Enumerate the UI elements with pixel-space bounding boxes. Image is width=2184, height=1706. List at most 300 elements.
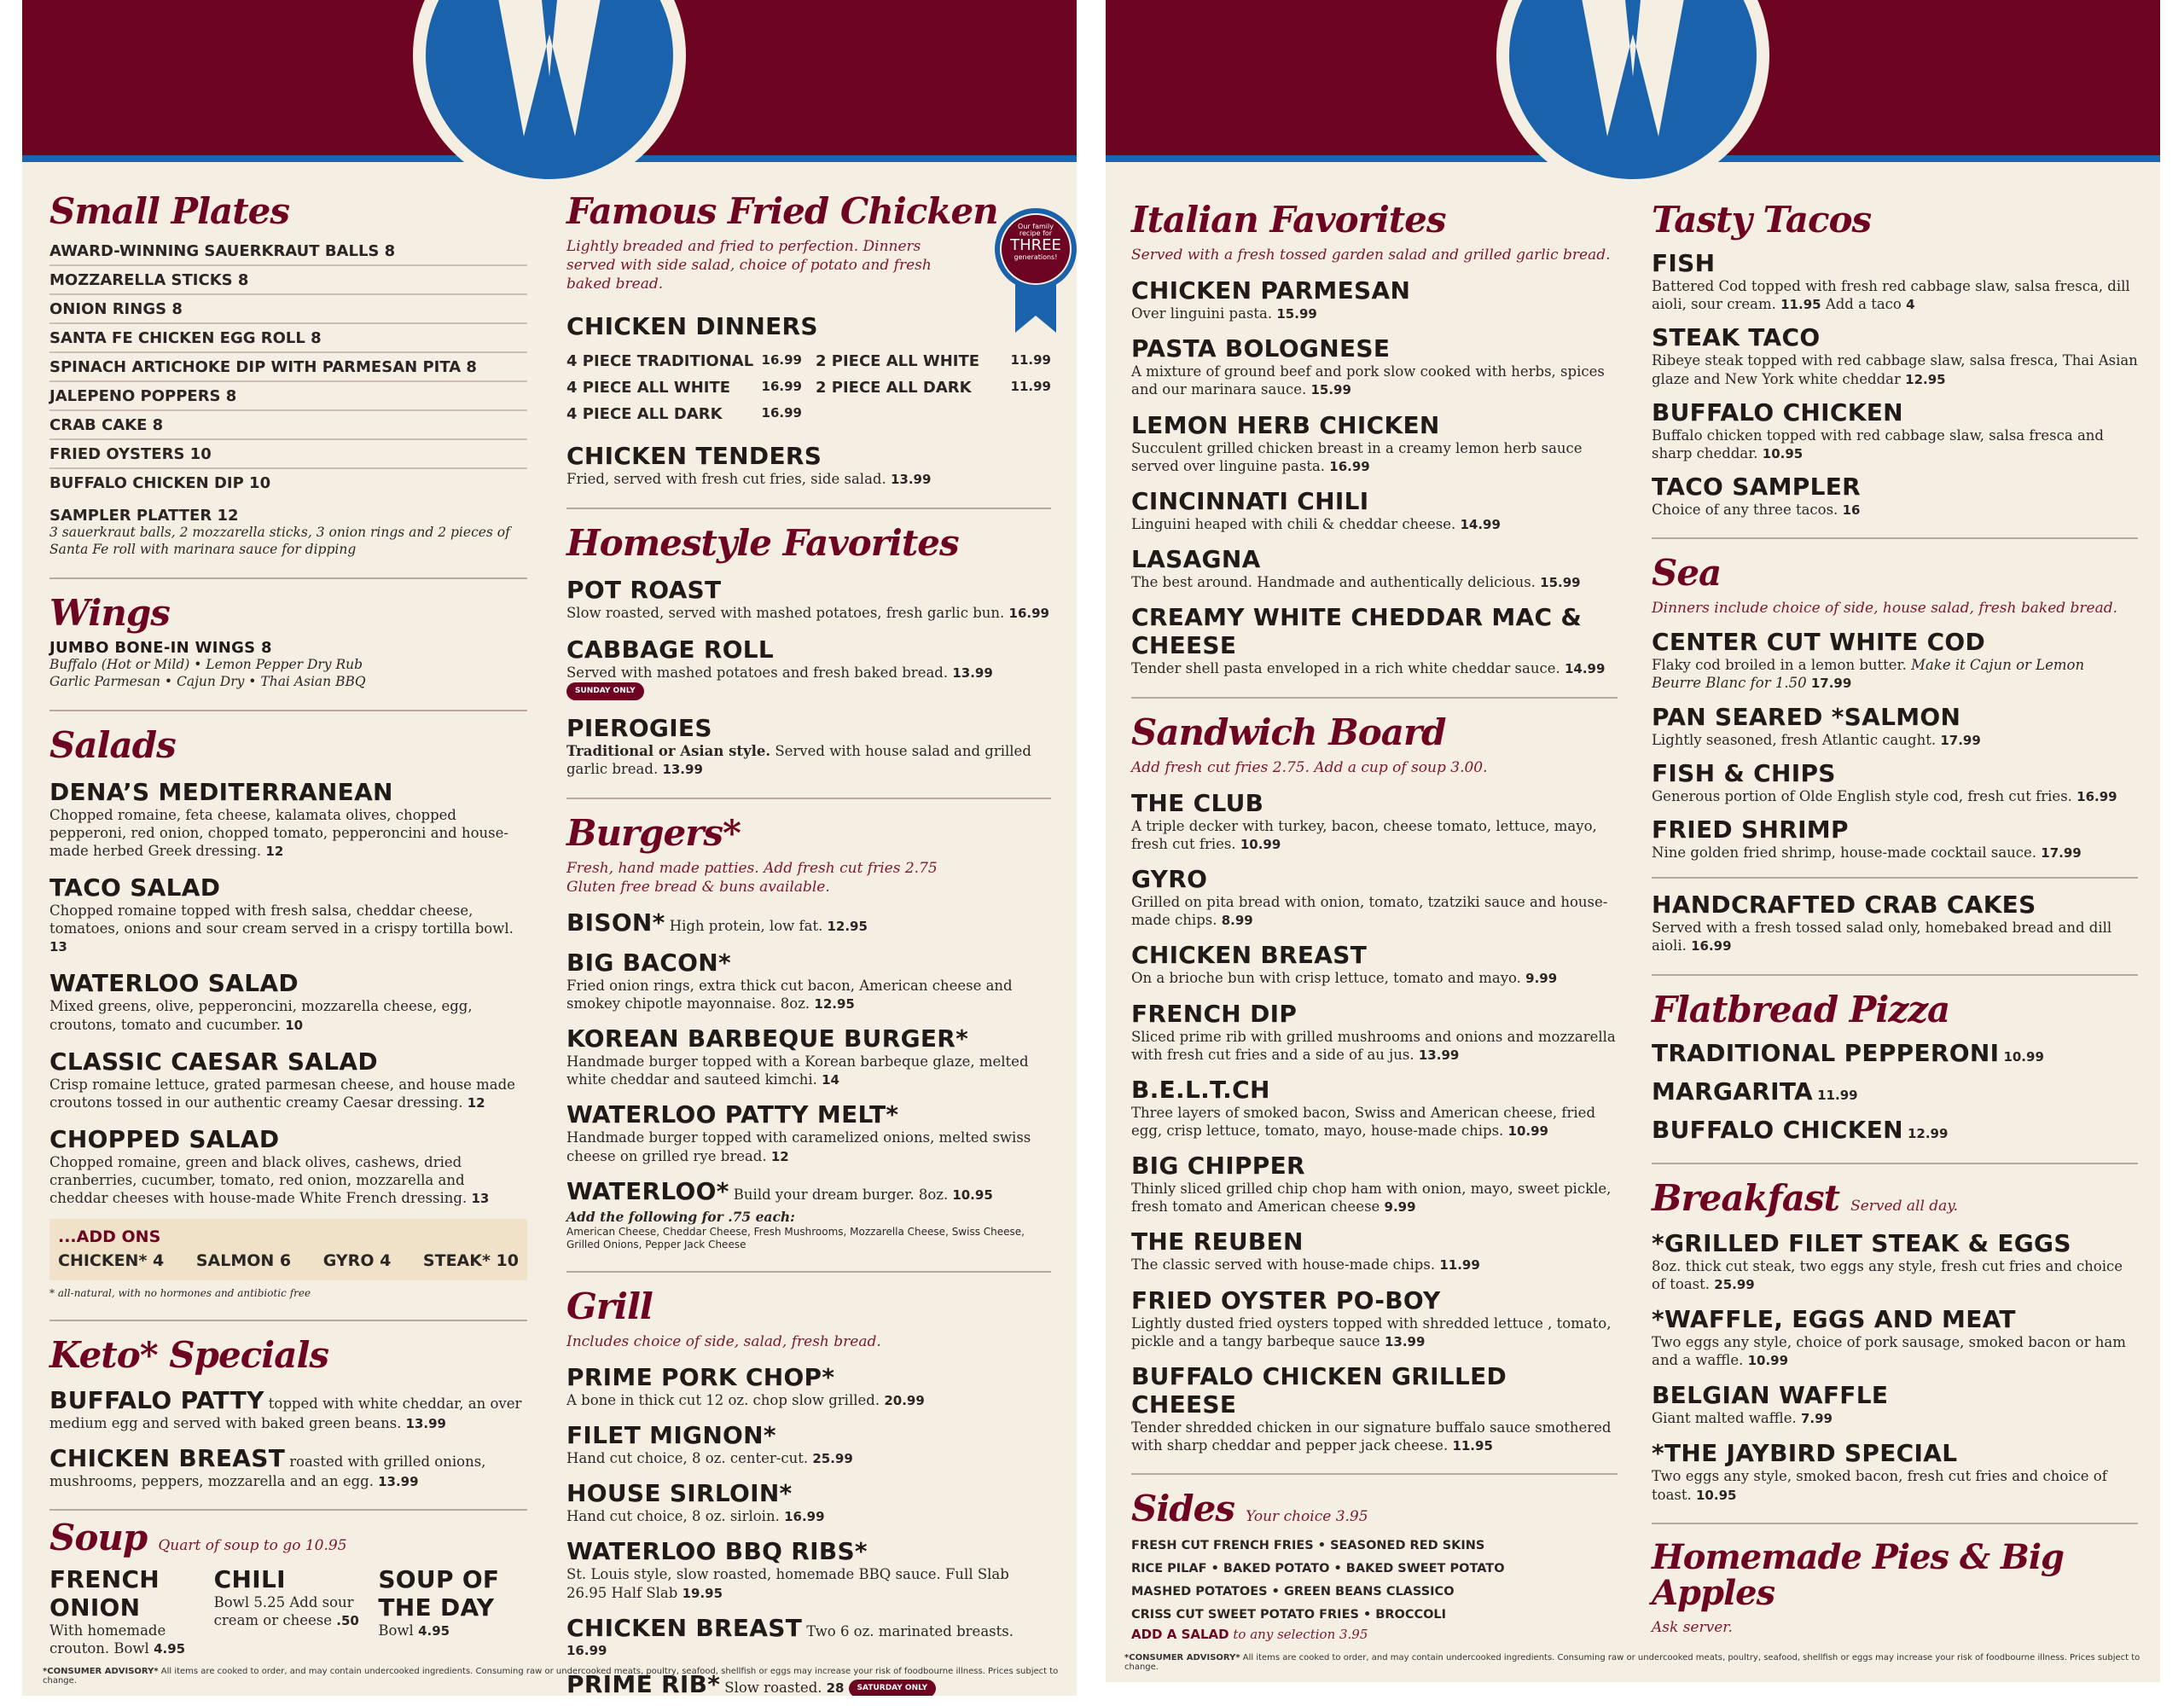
add-ons-note: * all-natural, with no hormones and antibiotic free	[49, 1287, 311, 1300]
section-subtitle: Your choice 3.95	[1246, 1508, 1368, 1526]
salads-list	[49, 778, 527, 1208]
divider	[1652, 537, 2138, 539]
family-recipe-ribbon	[993, 206, 1077, 334]
item-name: LEMON HERB CHICKEN	[1131, 410, 1440, 439]
menu-item	[49, 1125, 527, 1207]
item-price: 10	[285, 1017, 304, 1033]
item-description-row	[566, 1507, 1051, 1525]
item-description: Lightly seasoned, fresh Atlantic caught.	[1652, 731, 1937, 748]
item-description: 8oz. thick cut steak, two eggs any style, fresh cut fries and choice of toast.	[1652, 1257, 2123, 1292]
add-on-item: GYRO 4	[322, 1251, 392, 1271]
item-name: PRIME RIB*	[566, 1669, 721, 1696]
item-name: JUMBO BONE-IN WINGS 8	[49, 638, 272, 657]
small-plate-item: SPINACH ARTICHOKE DIP WITH PARMESAN PITA 8	[49, 353, 527, 382]
menu-item	[1652, 1305, 2138, 1369]
menu-item	[566, 949, 1051, 1013]
fried-chicken-section	[566, 190, 1051, 489]
item-name-row	[49, 778, 527, 806]
item-name: CLASSIC CAESAR SALAD	[49, 1047, 378, 1076]
right-column-2	[1652, 201, 2138, 1656]
soup-list	[49, 1565, 527, 1657]
item-price: 11.99	[1010, 379, 1051, 395]
item-name: TACO SALAD	[49, 873, 221, 902]
item-description-row	[1131, 817, 1618, 853]
logo	[1496, 0, 1769, 192]
item-name: FRIED SHRIMP	[1652, 815, 1849, 844]
item-description-row	[1131, 1180, 1618, 1216]
item-name-row	[566, 1024, 1051, 1053]
item-name: BUFFALO CHICKEN GRILLED CHEESE	[1131, 1361, 1507, 1419]
item-description: High protein, low fat.	[669, 917, 823, 934]
menu-item	[1652, 1439, 2138, 1503]
menu-item	[1652, 323, 2138, 387]
item-description: A mixture of ground beef and pork slow cooked with herbs, spices and our marinara sauce.	[1131, 363, 1605, 398]
soup-section	[49, 1519, 527, 1657]
item-description-row	[1652, 426, 2138, 462]
item-name-row	[49, 1125, 527, 1153]
item-name-row	[1131, 545, 1618, 573]
menu-item	[1131, 1286, 1618, 1350]
item-price: 8.99	[1221, 913, 1253, 929]
small-plate-item: SANTA FE CHICKEN EGG ROLL 8	[49, 324, 527, 353]
divider	[566, 798, 1051, 799]
item-price: 14	[822, 1072, 839, 1088]
menu-item	[1652, 815, 2138, 862]
item-name: BIG BACON*	[566, 948, 731, 977]
item-description-row	[1652, 1467, 2138, 1503]
menu-item	[1131, 1000, 1618, 1064]
item-description-row	[1652, 656, 2138, 692]
item-description-row	[1131, 305, 1618, 322]
menu-item	[1652, 249, 2138, 313]
item-description-row	[566, 664, 1051, 700]
menu-item	[1652, 398, 2138, 462]
small-plates-list	[49, 237, 527, 496]
side-options-line: RICE PILAF • BAKED POTATO • BAKED SWEET POTATO	[1131, 1562, 1505, 1576]
small-plate-item: FRIED OYSTERS 10	[49, 440, 527, 469]
tacos-section	[1652, 201, 2138, 519]
item-price: 11.95	[1780, 297, 1821, 313]
item-option-note: Make it Cajun or Lemon Beurre Blanc for 1.50	[1652, 657, 2085, 692]
divider	[49, 1509, 527, 1511]
chicken-dinners-grid	[566, 352, 1051, 423]
item-name: BIG CHIPPER	[1131, 1152, 1305, 1181]
consumer-advisory	[43, 1667, 1077, 1686]
item-description: Succulent grilled chicken breast in a creamy lemon herb sauce served over linguine pasta.	[1131, 439, 1583, 474]
item-description: The best around. Handmade and authentically delicious.	[1131, 574, 1536, 591]
section-title: Sandwich Board	[1131, 711, 1446, 753]
item-name: WATERLOO BBQ RIBS*	[566, 1537, 868, 1566]
item-name: FRENCH ONION	[49, 1565, 160, 1622]
item-name: THE REUBEN	[1131, 1227, 1304, 1256]
item-name: FISH	[1652, 249, 1716, 278]
item-name: POT ROAST	[566, 575, 722, 604]
item-price: 25.99	[1714, 1276, 1755, 1292]
item-description: A triple decker with turkey, bacon, cheese tomato, lettuce, mayo, fresh cut fries.	[1131, 817, 1597, 852]
wing-flavors-line: Garlic Parmesan • Cajun Dry • Thai Asian BBQ	[49, 673, 366, 689]
item-description: A bone in thick cut 12 oz. chop slow grilled.	[566, 1391, 880, 1408]
item-description: Slow roasted.	[724, 1679, 822, 1696]
item-name: BUFFALO CHICKEN	[1652, 397, 1903, 426]
homestyle-list	[566, 576, 1051, 779]
item-name: PIEROGIES	[566, 714, 712, 743]
item-name-row	[1652, 759, 2138, 787]
item-name-row	[566, 635, 1051, 664]
item-price: 16.99	[566, 1642, 607, 1658]
item-description-row	[1131, 573, 1618, 591]
sides-section	[1131, 1490, 1618, 1643]
item-name-row	[566, 714, 1051, 742]
item-name-row	[1131, 941, 1618, 969]
item-name: BISON*	[566, 908, 665, 937]
menu-item	[1652, 703, 2138, 749]
item-price: 16.99	[1329, 458, 1370, 474]
item-description: Sliced prime rib with grilled mushrooms and onions and mozzarella with fresh cut fries and a side of au jus.	[1131, 1028, 1616, 1063]
item-name: PRIME PORK CHOP*	[566, 1362, 835, 1391]
item-name: THE CLUB	[1131, 788, 1264, 817]
item-description-row	[1131, 439, 1618, 475]
item-description: Ribeye steak topped with red cabbage slaw, salsa fresca, Thai Asian glaze and New York white cheddar	[1652, 352, 2138, 387]
item-name: *THE JAYBIRD SPECIAL	[1652, 1439, 1958, 1468]
logo	[413, 0, 686, 192]
section-subtitle: Gluten free bread & buns available.	[566, 878, 830, 896]
menu-item	[1652, 1116, 2138, 1144]
item-price: 16.99	[1691, 938, 1732, 955]
item-description-row	[566, 1449, 1051, 1467]
item-description: Two 6 oz. marinated breasts.	[806, 1622, 1014, 1639]
menu-item	[1131, 411, 1618, 475]
menu-item	[566, 1421, 1051, 1467]
divider	[49, 577, 527, 579]
section-subtitle: Add fresh cut fries 2.75. Add a cup of soup 3.00.	[1131, 758, 1488, 776]
menu-item	[566, 714, 1051, 778]
item-name-row	[1131, 865, 1618, 893]
item-description-row	[49, 1153, 527, 1207]
item-description-row	[1652, 1333, 2138, 1369]
menu-item	[1652, 473, 2138, 519]
grill-list	[566, 1363, 1051, 1696]
item-name-row	[1131, 1000, 1618, 1028]
item-price: 13.99	[405, 1415, 446, 1431]
item-extra: Add a taco	[1825, 296, 1902, 313]
menu-page-left	[22, 0, 1077, 1696]
burgers-section	[566, 811, 1051, 1252]
item-name-row	[566, 576, 1051, 604]
ribbon-text: generations!	[1014, 252, 1058, 261]
item-name-row	[1131, 1286, 1618, 1314]
item-name-row	[566, 1537, 1051, 1565]
breakfast-list	[1652, 1229, 2138, 1504]
item-name-row	[1131, 1227, 1618, 1256]
item-price: 11.99	[1817, 1087, 1858, 1103]
item-description: Thinly sliced grilled chip chop ham with onion, mayo, sweet pickle, fresh tomato and American cheese	[1131, 1181, 1612, 1216]
item-name: KOREAN BARBEQUE BURGER*	[566, 1024, 969, 1053]
section-subtitle: Dinners include choice of side, house salad, fresh baked bread.	[1652, 600, 2118, 618]
item-description: Bowl 5.25 Add sour cream or cheese	[213, 1594, 354, 1629]
divider	[1131, 1473, 1618, 1475]
item-name: 4 PIECE TRADITIONAL	[566, 352, 754, 371]
section-title: Italian Favorites	[1131, 199, 1446, 241]
item-name: CENTER CUT WHITE COD	[1652, 628, 1986, 657]
item-price: 13.99	[378, 1473, 419, 1489]
section-subtitle: Served all day.	[1850, 1197, 1959, 1215]
menu-item	[1131, 789, 1618, 853]
item-description-row	[49, 902, 527, 955]
add-salad-text: to any selection 3.95	[1233, 1626, 1368, 1642]
item-line	[566, 908, 1051, 937]
chicken-dinner-option	[816, 379, 1051, 397]
divider	[566, 508, 1051, 509]
item-price: 28	[826, 1680, 845, 1696]
item-price: 12	[467, 1094, 485, 1111]
homestyle-section	[566, 521, 1051, 779]
item-description: Build your dream burger. 8oz.	[733, 1186, 949, 1203]
waterloo-w-logo-icon	[1509, 0, 1757, 179]
item-name: SOUP OF THE DAY	[378, 1565, 500, 1622]
item-price: 15.99	[1276, 306, 1317, 322]
item-description-row	[1131, 1314, 1618, 1350]
menu-item	[1131, 487, 1618, 533]
add-ons-row	[58, 1251, 519, 1270]
menu-item	[566, 576, 1051, 622]
item-description: Buffalo chicken topped with red cabbage slaw, salsa fresca and sharp cheddar.	[1652, 426, 2104, 461]
item-price: 10.95	[952, 1187, 993, 1203]
item-description: Chopped romaine, feta cheese, kalamata olives, chopped pepperoni, red onion, chopped tomato, pepperoncini and house-made herbed Greek dressing.	[49, 806, 508, 859]
waterloo-w-logo-icon	[426, 0, 673, 179]
menu-item	[49, 778, 527, 860]
item-name-row	[1652, 249, 2138, 277]
item-description-row	[1131, 363, 1618, 398]
section-title: Sides	[1131, 1488, 1235, 1530]
item-name: 4 PIECE ALL DARK	[566, 405, 723, 424]
section-title: Famous Fried Chicken	[566, 190, 998, 232]
item-description: The classic served with house-made chips.	[1131, 1256, 1436, 1274]
item-price: 25.99	[812, 1451, 853, 1467]
item-name: FISH & CHIPS	[1652, 758, 1836, 787]
menu-item	[1131, 1076, 1618, 1140]
menu-item	[1131, 1152, 1618, 1216]
chicken-dinner-option	[566, 352, 802, 370]
item-price: 16.99	[761, 352, 802, 368]
item-name-row	[49, 969, 527, 997]
section-subtitle: Includes choice of side, salad, fresh bread.	[566, 1332, 881, 1350]
item-name: HOUSE SIRLOIN*	[566, 1479, 793, 1508]
item-description-row	[1652, 1257, 2138, 1293]
section-title: Wings	[49, 591, 170, 634]
keto-section	[49, 1333, 527, 1490]
item-name: CABBAGE ROLL	[566, 635, 775, 664]
item-line	[566, 1614, 1051, 1658]
grill-section	[566, 1285, 1051, 1696]
item-description-row	[1652, 844, 2138, 862]
menu-item	[1131, 1227, 1618, 1274]
item-description: St. Louis style, slow roasted, homemade BBQ sauce. Full Slab 26.95 Half Slab	[566, 1566, 1009, 1601]
item-name: CHILI	[213, 1565, 286, 1594]
menu-item	[1131, 603, 1618, 677]
advisory-label: *CONSUMER ADVISORY*	[43, 1667, 159, 1676]
side-options-line: CRISS CUT SWEET POTATO FRIES • BROCCOLI	[1131, 1607, 1447, 1622]
sea-section	[1652, 554, 2138, 955]
item-name-row	[49, 873, 527, 902]
item-description-row	[49, 1076, 527, 1111]
tacos-list	[1652, 249, 2138, 519]
soup-item	[49, 1565, 199, 1657]
ribbon-text: THREE	[1010, 235, 1061, 254]
sea-list	[1652, 628, 2138, 862]
item-description: Giant malted waffle.	[1652, 1410, 1797, 1427]
item-name-row	[566, 949, 1051, 977]
item-name: FRIED OYSTER PO-BOY	[1131, 1285, 1441, 1314]
divider	[49, 1320, 527, 1321]
item-name-row	[1652, 473, 2138, 501]
item-description: Handmade burger topped with a Korean barbeque glaze, melted white cheddar and sauteed kimchi.	[566, 1053, 1029, 1088]
item-price: 12	[265, 843, 284, 859]
menu-item	[566, 635, 1051, 700]
item-description: Tender shell pasta enveloped in a rich white cheddar sauce.	[1131, 660, 1560, 677]
divider	[49, 710, 527, 711]
item-price: 13	[471, 1191, 490, 1207]
item-price: 19.95	[682, 1585, 723, 1601]
item-price: .50	[336, 1613, 359, 1629]
item-description: Three layers of smoked bacon, Swiss and American cheese, fried egg, crisp lettuce, tomato, mayo, house-made chips.	[1131, 1104, 1596, 1139]
add-on-item: STEAK* 10	[422, 1251, 519, 1271]
item-price: 10.95	[1762, 445, 1804, 461]
item-price: 9.99	[1384, 1199, 1416, 1216]
item-name-row	[566, 1363, 1051, 1391]
item-price: 16.99	[784, 1509, 825, 1525]
section-title: Tasty Tacos	[1652, 199, 1872, 241]
item-price: 10.99	[1747, 1353, 1789, 1369]
item-description: Flaky cod broiled in a lemon butter.	[1652, 657, 1907, 674]
item-description: Over linguini pasta.	[1131, 305, 1273, 322]
advisory-label: *CONSUMER ADVISORY*	[1124, 1653, 1240, 1662]
item-name-row	[1131, 1152, 1618, 1180]
add-on-item: SALMON 6	[195, 1251, 292, 1271]
small-plate-item: BUFFALO CHICKEN DIP 10	[49, 474, 271, 493]
item-price: 13	[49, 939, 67, 955]
item-price: 16.99	[761, 379, 802, 395]
item-name: BELGIAN WAFFLE	[1652, 1381, 1889, 1410]
divider	[1652, 1163, 2138, 1164]
item-description: Choice of any three tacos.	[1652, 501, 1838, 518]
item-description: Served with house salad and grilled garlic bread.	[566, 743, 1031, 778]
left-column-1	[49, 190, 527, 1676]
item-description-row	[1131, 659, 1618, 677]
item-name-row	[1652, 398, 2138, 426]
advisory-text: All items are cooked to order, and may contain undercooked ingredients. Consuming raw or undercooked meats, poultry, seafood, shellfish or eggs may increase your risk of foodbourne illness. Prices subject to change.	[1124, 1653, 2140, 1672]
left-column-2	[566, 190, 1061, 1696]
salads-section	[49, 723, 527, 1301]
side-options-line: FRESH CUT FRENCH FRIES • SEASONED RED SKINS	[1131, 1539, 1485, 1553]
menu-item	[566, 908, 1051, 937]
item-description: Crisp romaine lettuce, grated parmesan cheese, and house made croutons tossed in our authentic creamy Caesar dressing.	[49, 1076, 515, 1111]
item-price: 7.99	[1800, 1411, 1833, 1427]
item-name: MARGARITA	[1652, 1076, 1814, 1105]
item-description-row	[378, 1622, 527, 1639]
add-salad-label: ADD A SALAD	[1131, 1626, 1229, 1642]
item-price: 13.99	[1384, 1333, 1426, 1349]
item-name: *GRILLED FILET STEAK & EGGS	[1652, 1228, 2071, 1257]
section-title: Sea	[1652, 552, 1722, 595]
item-description: Bowl	[378, 1622, 414, 1639]
small-plate-item: AWARD-WINNING SAUERKRAUT BALLS 8	[49, 237, 527, 266]
item-name-row	[1131, 1076, 1618, 1104]
item-description: Served with mashed potatoes and fresh baked bread.	[566, 664, 949, 681]
item-name-row	[1131, 1362, 1618, 1419]
menu-item	[1131, 276, 1618, 322]
item-price: 13.99	[952, 664, 993, 681]
section-title: Breakfast	[1652, 1176, 1839, 1219]
menu-item	[566, 1363, 1051, 1409]
item-price: 16.99	[2077, 788, 2117, 804]
item-description: With homemade crouton. Bowl	[49, 1622, 166, 1657]
small-plates-section	[49, 190, 527, 559]
pies-section	[1652, 1536, 2138, 1637]
section-subtitle: Fresh, hand made patties. Add fresh cut fries 2.75	[566, 859, 938, 877]
item-name-row	[1652, 1229, 2138, 1257]
item-price: 12.95	[1905, 371, 1946, 387]
item-description-row	[1652, 501, 2138, 519]
item-price: 16	[1842, 502, 1861, 518]
wings-section	[49, 591, 527, 691]
item-description: Grilled on pita bread with onion, tomato, tzatziki sauce and house-made chips.	[1131, 894, 1608, 929]
section-title: Flatbread Pizza	[1652, 988, 1950, 1030]
menu-item	[1652, 1229, 2138, 1293]
item-price: 9.99	[1525, 971, 1558, 987]
item-name: CINCINNATI CHILI	[1131, 486, 1369, 515]
item-price: 12	[770, 1148, 789, 1164]
item-description-row	[1131, 1104, 1618, 1140]
item-name-row	[1652, 323, 2138, 351]
menu-item	[1131, 941, 1618, 987]
item-name-row	[1652, 1381, 2138, 1409]
item-name: GYRO	[1131, 865, 1208, 894]
menu-item	[566, 1479, 1051, 1525]
ribbon-text: Our family	[1018, 223, 1054, 230]
small-plate-item: ONION RINGS 8	[49, 295, 527, 324]
item-price: 11.95	[1452, 1437, 1493, 1454]
item-name: LASAGNA	[1131, 545, 1261, 574]
item-price: 17.99	[1940, 732, 1981, 748]
item-name-row	[1131, 334, 1618, 363]
item-price: 13.99	[1418, 1047, 1460, 1063]
item-name: CHICKEN BREAST	[566, 1613, 803, 1642]
item-description-row	[1131, 1419, 1618, 1454]
item-name: WATERLOO PATTY MELT*	[566, 1100, 899, 1129]
item-description-row	[566, 1053, 1051, 1088]
item-description: Hand cut choice, 8 oz. center-cut.	[566, 1450, 809, 1467]
item-description-row	[566, 1565, 1051, 1601]
section-subtitle: Quart of soup to go 10.95	[158, 1537, 347, 1555]
item-description: Handmade burger topped with caramelized onions, melted swiss cheese on grilled rye bread.	[566, 1129, 1031, 1164]
section-subtitle: Served with a fresh tossed garden salad and grilled garlic bread.	[1131, 247, 1611, 264]
item-price: 12.95	[814, 995, 855, 1012]
sides-list	[1131, 1535, 1618, 1626]
item-description-row	[49, 806, 527, 860]
menu-item	[566, 1177, 1051, 1205]
item-price: 13.99	[890, 472, 932, 488]
item-name: CHICKEN DINNERS	[566, 312, 818, 341]
special-day-badge: SATURDAY ONLY	[849, 1680, 936, 1696]
item-name: BUFFALO PATTY	[49, 1385, 264, 1414]
item-description: Generous portion of Olde English style cod, fresh cut fries.	[1652, 787, 2072, 804]
menu-item	[49, 1047, 527, 1111]
item-description: Fried, served with fresh cut fries, side salad.	[566, 471, 886, 488]
section-title: Keto* Specials	[49, 1333, 329, 1376]
chicken-dinner-option	[566, 405, 802, 423]
item-description-row	[214, 1593, 363, 1629]
add-ons-box	[49, 1219, 527, 1280]
